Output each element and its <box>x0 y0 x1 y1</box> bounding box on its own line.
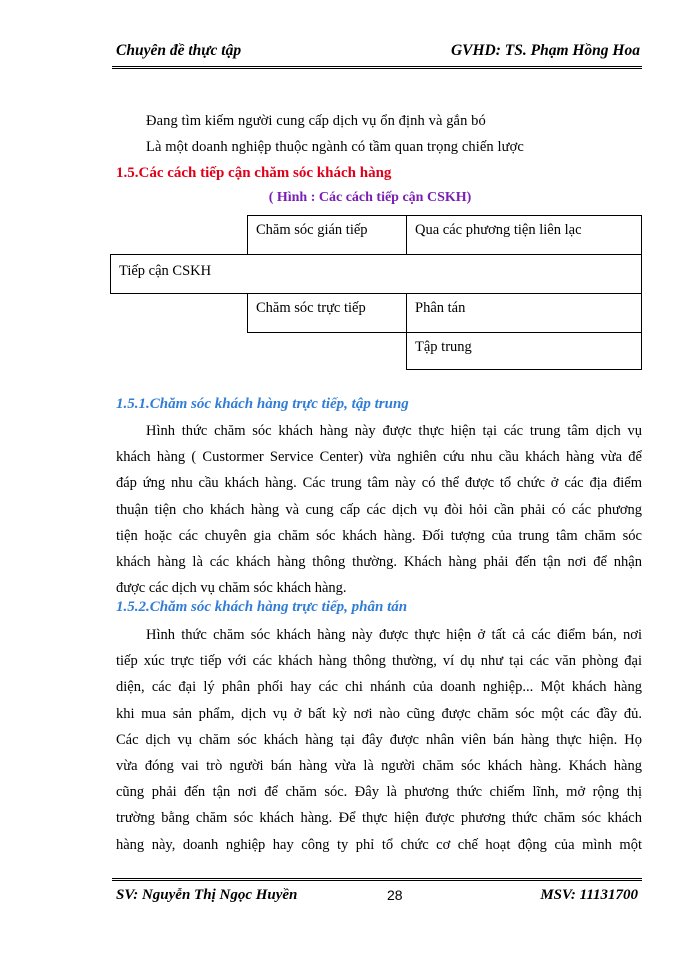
header-supervisor: GVHD: TS. Phạm Hồng Hoa <box>450 42 640 59</box>
cell-indirect: Chăm sóc gián tiếp <box>247 215 407 255</box>
subsection-2-title: 1.5.2.Chăm sóc khách hàng trực tiếp, phân tán <box>116 599 408 615</box>
para1-line: khách hàng là các khách hàng thông thường. Khách hàng phải đến tận nơi để nhận <box>116 553 642 570</box>
para2-line: diện, các đại lý phân phối hay các chi nhánh của doanh nghiệp... Một khách hàng <box>116 679 642 696</box>
page-footer <box>112 878 642 911</box>
para2-line: hàng này, doanh nghiệp hay công ty phỉ tổ chức cơ chế hoạt động của mình một <box>116 836 642 853</box>
subsection-2-paragraph <box>116 622 642 858</box>
cell-root: Tiếp cận CSKH <box>110 254 642 294</box>
intro-line-2: Là một doanh nghiệp thuộc ngành có tầm quan trọng chiến lược <box>146 139 524 155</box>
para1-line: đáp ứng nhu cầu khách hàng. Các trung tâm này có thể được tổ chức ở các địa điểm <box>116 475 642 492</box>
intro-line-1: Đang tìm kiếm người cung cấp dịch vụ ổn định và gắn bó <box>146 113 486 129</box>
footer-student-id: MSV: 11131700 <box>540 887 638 903</box>
para1-line: thuận tiện cho khách hàng và cung cấp các dịch vụ đòi hỏi cần phải có các phương <box>116 501 642 518</box>
footer-student: SV: Nguyễn Thị Ngọc Huyền <box>116 887 298 903</box>
para2-line: cũng phải đến tận nơi để chăm sóc. Đây là phương thức chiếm lĩnh, mở rộng thị <box>116 784 642 801</box>
subsection-1-paragraph <box>116 418 642 601</box>
para1-line: Hình thức chăm sóc khách hàng này được thực hiện tại các trung tâm dịch vụ <box>146 423 642 439</box>
para2-line: trường bằng chăm sóc khách hàng. Để thực hiện được phương thức chăm sóc khách <box>116 810 642 827</box>
header-title: Chuyên đề thực tập <box>116 42 242 59</box>
section-title: 1.5.Các cách tiếp cận chăm sóc khách hàng <box>116 165 392 181</box>
para1-line: khách hàng ( Custormer Service Center) vừa nghiên cứu nhu cầu khách hàng vừa để <box>116 449 642 466</box>
cell-scattered: Phân tán <box>406 293 642 333</box>
para1-line: được các dịch vụ chăm sóc khách hàng. <box>116 580 347 597</box>
cell-centralized: Tập trung <box>406 332 642 370</box>
para2-line: khi mua sản phẩm, dịch vụ ở bất kỳ nơi nào cũng được chăm sóc một các đầy đủ. <box>116 705 642 722</box>
para2-line: tiếp xúc trực tiếp với các khách hàng thông thường, ví dụ như tại các văn phòng đại <box>116 653 642 670</box>
para2-line: vừa đóng vai trò người bán hàng vừa là người chăm sóc khách hàng. Khách hàng <box>116 757 642 774</box>
page-number: 28 <box>387 887 403 903</box>
para1-line: tiện hoặc các chuyên gia chăm sóc khách hàng. Đối tượng của trung tâm chăm sóc <box>116 527 642 544</box>
subsection-1-title: 1.5.1.Chăm sóc khách hàng trực tiếp, tập trung <box>116 396 409 412</box>
para2-line: Hình thức chăm sóc khách hàng này được thực hiện ở tất cả các điểm bán, nơi <box>146 627 642 643</box>
cell-indirect-via: Qua các phương tiện liên lạc <box>406 215 642 255</box>
figure-caption: ( Hình : Các cách tiếp cận CSKH) <box>268 190 472 205</box>
para2-line: Các dịch vụ chăm sóc khách hàng tại đây được nhân viên bán hàng thực hiện. Họ <box>116 731 642 748</box>
page-header <box>112 38 642 69</box>
cell-direct: Chăm sóc trực tiếp <box>247 293 407 333</box>
